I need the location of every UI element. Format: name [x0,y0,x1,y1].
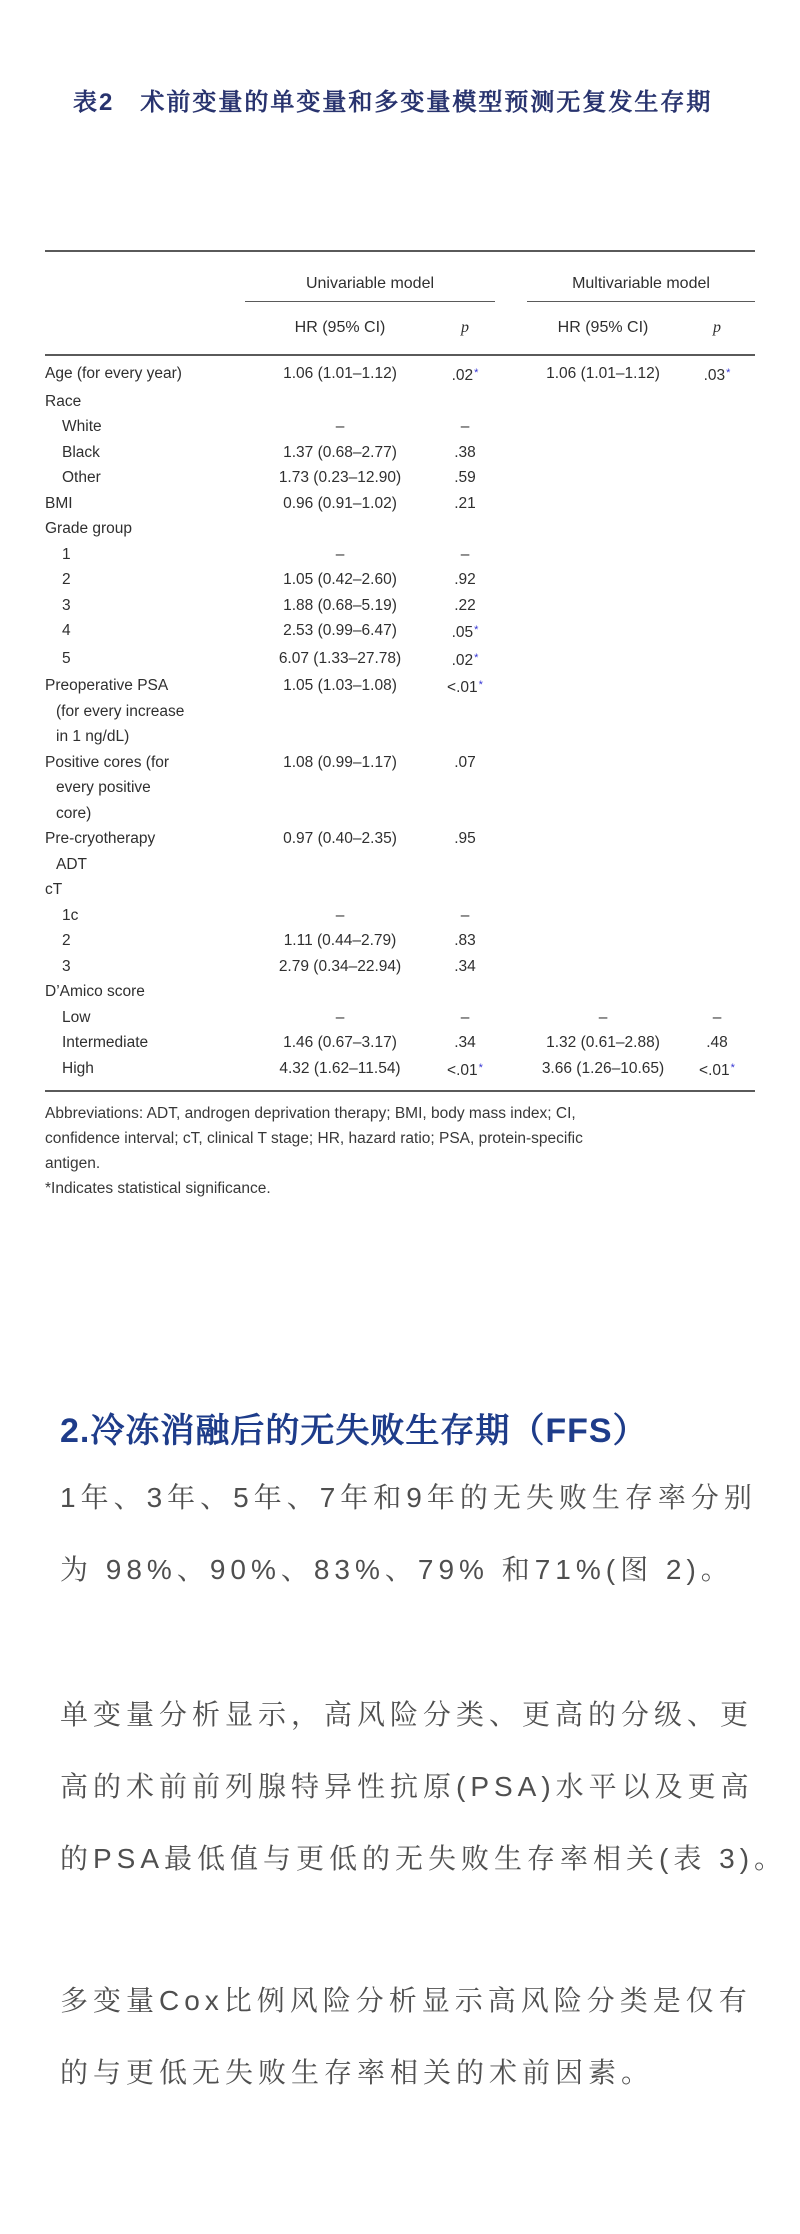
row-label: Grade group [45,520,133,537]
uni-p-value: .38 [454,443,476,461]
gap-cell [495,516,527,542]
body-paragraph: 单变量分析显示，高风险分类、更高的分级、更 高的术前前列腺特异性抗原(PSA)水平以及更高 的PSA最低值与更低的无失败生存率相关(表 3)。 [60,1699,788,1874]
multi-p-value [679,414,755,440]
table-row [45,903,755,929]
body-paragraph: 多变量Cox比例风险分析显示高风险分类是仅有 的与更低无失败生存率相关的术前因素。 [60,1985,752,2088]
uni-p-value [435,516,495,542]
multi-hr-value [527,750,679,827]
table-row [45,979,755,1005]
multi-p-value: .48 [706,1034,728,1051]
multi-p-value [679,516,755,542]
multi-p-value: – [712,1008,722,1026]
row-label: Intermediate [62,1034,149,1051]
uni-hr-value: – [335,545,345,563]
uni-p-value [435,389,495,415]
results-table [45,250,755,1092]
multivariable-model-header: Multivariable model [527,251,755,301]
gap-cell [495,954,527,980]
uni-p-value: – [460,545,470,563]
row-label: Low [62,1008,91,1026]
empty-header-cell [45,301,245,355]
uni-p-value: .34 [454,1034,476,1051]
uni-hr-value: – [335,906,345,924]
gap-cell [495,593,527,619]
multi-hr-value [527,440,679,466]
row-label: 1c [62,906,79,924]
multi-hr-value [527,979,679,1005]
table-row [45,355,755,389]
table-row [45,542,755,568]
body-paragraph: 1年、3年、5年、7年和9年的无失败生存率分别 为 98%、90%、83%、79% 和71%(图 2)。 [60,1482,757,1585]
table-row [45,516,755,542]
multi-p-value [679,750,755,827]
table-caption-tag: 表2 [73,89,115,116]
row-label: Other [62,469,101,486]
table-row [45,1056,755,1092]
uni-p-value: .83 [454,932,476,949]
table-row [45,877,755,903]
table-row [45,954,755,980]
multi-hr-value [527,542,679,568]
uni-hr-value: 1.46 (0.67–3.17) [283,1034,397,1051]
gap-cell [495,673,527,750]
table-row [45,389,755,415]
multi-p-value [679,440,755,466]
multi-hr-value [527,954,679,980]
gap-cell [495,1005,527,1031]
multi-p-value: <.01* [679,1056,755,1092]
table-row [45,646,755,674]
gap-cell [495,618,527,646]
row-label: White [62,418,102,435]
uni-hr-value: 1.73 (0.23–12.90) [278,469,402,486]
significance-star: * [730,1061,735,1074]
gap-cell [495,1056,527,1092]
uni-hr-value: 0.96 (0.91–1.02) [283,494,397,512]
uni-hr-value: 1.05 (1.03–1.08) [283,677,397,694]
row-label: D’Amico score [45,983,145,1000]
multi-p-value [679,903,755,929]
multi-hr-value [527,673,679,750]
table-row [45,491,755,517]
gap-cell [495,440,527,466]
multi-hr-value: – [598,1008,608,1026]
row-label: Preoperative PSA (for every increase in 1 ng/dL) [45,677,185,745]
table-row [45,826,755,877]
uni-hr-value [245,877,435,903]
gap-cell [495,491,527,517]
table-row [45,673,755,750]
row-label: 3 [62,957,71,975]
multi-p-value [679,877,755,903]
multi-hr-value [527,593,679,619]
table-row [45,1030,755,1056]
row-label: Positive cores (for every positive core) [45,753,170,822]
multi-hr-header: HR (95% CI) [527,301,679,355]
uni-hr-value: 1.88 (0.68–5.19) [283,596,397,614]
multi-p-value [679,542,755,568]
gap-cell [495,389,527,415]
multi-hr-value [527,516,679,542]
gap-cell [495,750,527,827]
gap-cell [495,567,527,593]
uni-p-value: .92 [454,571,476,588]
gap-cell [495,542,527,568]
multi-p-value [679,491,755,517]
multi-p-value: .03* [703,367,731,384]
multi-p-value [679,928,755,954]
uni-p-value: .59 [454,469,476,486]
uni-hr-value [245,979,435,1005]
uni-p-value: .21 [454,494,476,512]
uni-p-value: .95 [454,830,476,847]
gap-header-cell [495,301,527,355]
multi-p-value [679,954,755,980]
uni-p-value: – [460,1008,470,1026]
uni-hr-value: 4.32 (1.62–11.54) [245,1056,435,1092]
gap-cell [495,1030,527,1056]
multi-p-value [679,826,755,877]
uni-p-value: .07 [454,753,476,771]
table-footnote: Abbreviations: ADT, androgen deprivation therapy; BMI, body mass index; CI, confidence interval; cT, clinical T stage; HR, hazard ratio; PSA, protein-specific antigen. *Indicates statistical significance. [45,1105,583,1197]
row-label: 1 [62,545,71,563]
uni-p-value [435,877,495,903]
uni-hr-header: HR (95% CI) [245,301,435,355]
multi-p-value [679,389,755,415]
multi-p-value [679,979,755,1005]
uni-p-value: .05* [451,624,479,641]
multi-hr-value: 3.66 (1.26–10.65) [527,1056,679,1092]
uni-hr-value [245,516,435,542]
uni-hr-value: – [335,1008,345,1026]
row-label: 2 [62,571,71,588]
gap-cell [495,903,527,929]
multi-hr-value [527,618,679,646]
significance-star: * [474,651,479,664]
multi-p-value [679,593,755,619]
multi-hr-value [527,567,679,593]
multi-hr-value [527,465,679,491]
uni-p-value: .02* [451,651,479,669]
row-label: 2 [62,932,71,949]
uni-hr-value [245,389,435,415]
uni-hr-value: 0.97 (0.40–2.35) [283,830,397,847]
multi-hr-value [527,903,679,929]
multi-p-value [679,618,755,646]
multi-p-header: p [679,301,755,355]
table-row [45,440,755,466]
row-label: BMI [45,494,73,512]
table-row [45,1005,755,1031]
multi-p-value [679,673,755,750]
significance-star: * [478,1061,483,1074]
multi-hr-value: 1.06 (1.01–1.12) [546,365,660,382]
uni-p-value: .22 [454,596,476,614]
uni-p-value: <.01* [435,1056,495,1092]
gap-cell [495,826,527,877]
table-caption-text: 术前变量的单变量和多变量模型预测无复发生存期 [140,89,713,116]
table-row [45,414,755,440]
table-row [45,928,755,954]
gap-cell [495,979,527,1005]
uni-hr-value: 1.05 (0.42–2.60) [283,571,397,588]
section-heading: 2.冷冻消融后的无失败生存期（FFS） [60,1412,648,1450]
table-group-header-row [45,251,755,301]
uni-p-value: .34 [454,957,476,975]
gap-cell [495,646,527,674]
multi-p-value [679,465,755,491]
multi-hr-value [527,646,679,674]
table-row [45,465,755,491]
row-label: 4 [62,622,71,639]
row-label: 5 [62,649,71,667]
gap-cell [495,465,527,491]
gap-cell [495,355,527,389]
gap-header-cell [495,251,527,301]
empty-header-cell [45,251,245,301]
gap-cell [495,414,527,440]
uni-hr-value: – [335,418,345,435]
multi-p-value [679,646,755,674]
multi-hr-value [527,491,679,517]
row-label: Pre-cryotherapy ADT [45,830,156,873]
multi-hr-value [527,826,679,877]
significance-star: * [726,367,731,379]
multi-hr-value: 1.32 (0.61–2.88) [546,1034,660,1051]
significance-star: * [474,624,479,636]
uni-hr-value: 1.08 (0.99–1.17) [283,753,397,771]
row-label: Age (for every year) [45,365,182,382]
table-row [45,750,755,827]
table-row [45,593,755,619]
uni-hr-value: 2.79 (0.34–22.94) [278,957,402,975]
uni-hr-value: 6.07 (1.33–27.78) [278,649,402,667]
multi-hr-value [527,877,679,903]
uni-p-value: <.01* [447,679,483,696]
univariable-model-header: Univariable model [245,251,495,301]
row-label: High [62,1059,94,1077]
uni-hr-value: 1.06 (1.01–1.12) [283,365,397,382]
gap-cell [495,928,527,954]
significance-star: * [478,679,483,691]
table-body [45,355,755,1091]
uni-p-value [435,979,495,1005]
table-row [45,618,755,646]
multi-p-value [679,567,755,593]
table-caption [73,88,712,118]
multi-hr-value [527,389,679,415]
uni-p-value: – [460,418,470,435]
row-label: Black [62,443,100,461]
multi-hr-value [527,928,679,954]
table-column-header-row [45,301,755,355]
uni-hr-value: 1.11 (0.44–2.79) [283,932,397,949]
results-table-wrap [45,250,755,1092]
uni-p-value: .02* [451,367,479,384]
row-label: Race [45,392,82,410]
row-label: cT [45,881,63,898]
uni-hr-value: 2.53 (0.99–6.47) [283,622,397,639]
gap-cell [495,877,527,903]
table-row [45,567,755,593]
multi-hr-value [527,414,679,440]
uni-p-header: p [435,301,495,355]
uni-hr-value: 1.37 (0.68–2.77) [283,443,397,461]
row-label: 3 [62,596,71,614]
uni-p-value: – [460,906,470,924]
significance-star: * [474,367,479,379]
